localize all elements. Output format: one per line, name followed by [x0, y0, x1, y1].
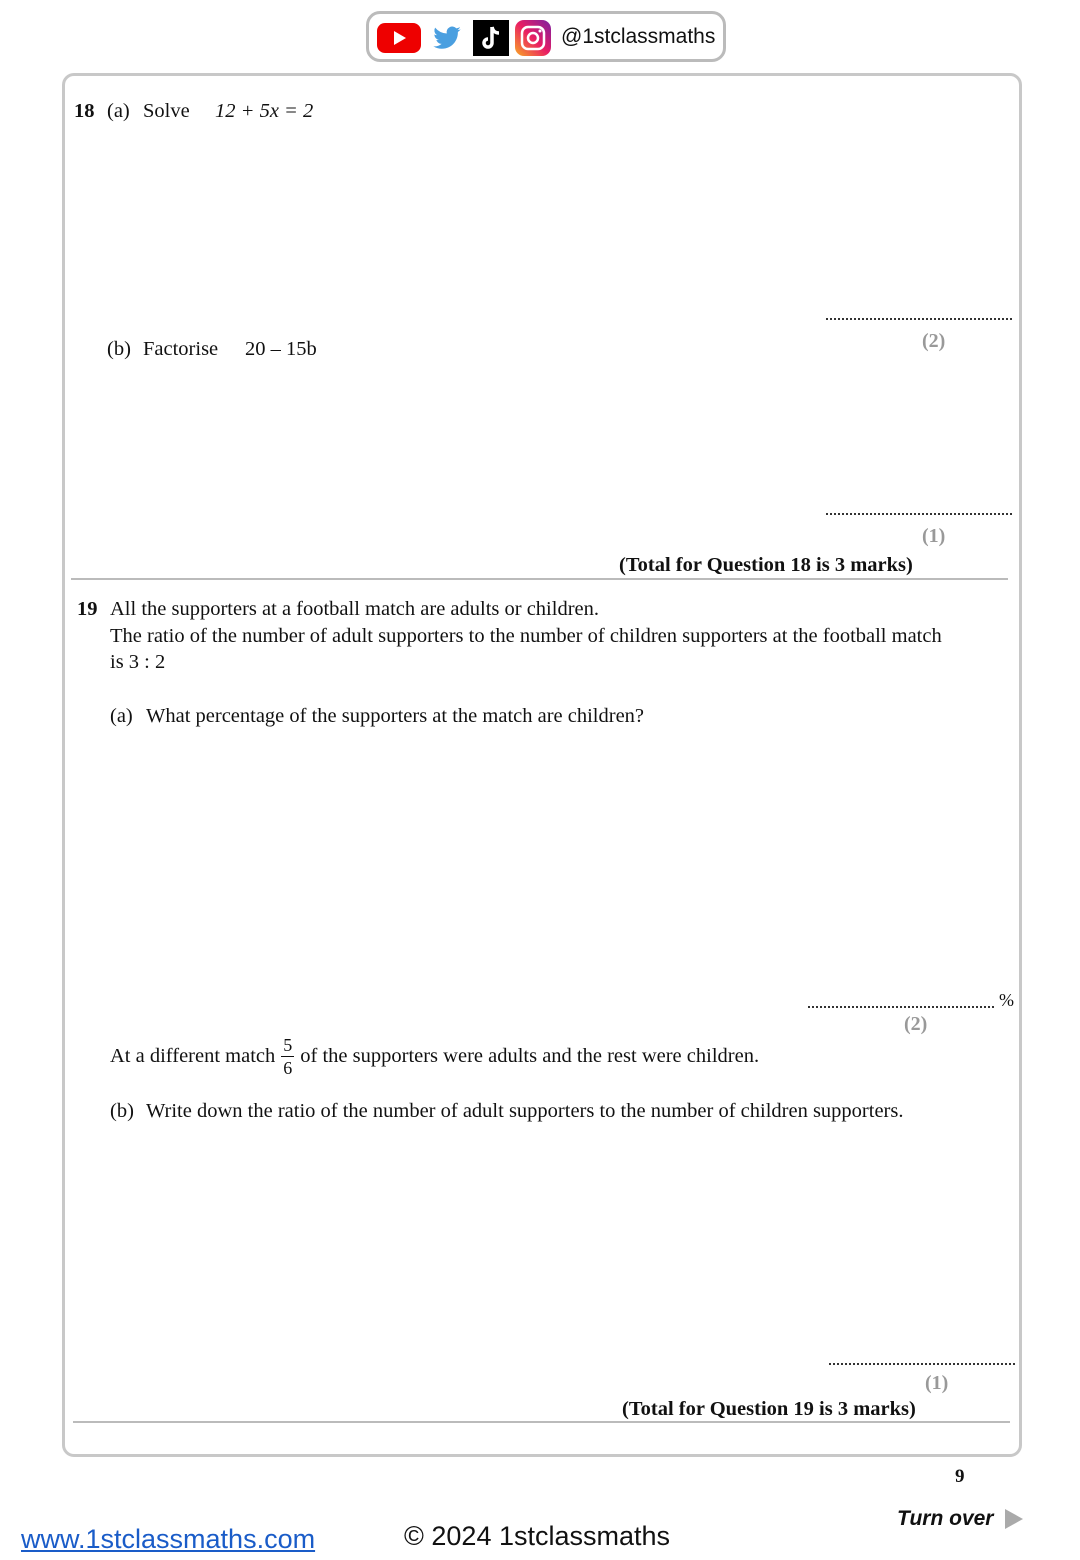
- fraction-numerator: 5: [283, 1035, 293, 1055]
- divider: [71, 578, 1008, 580]
- marks: (2): [904, 1013, 928, 1035]
- page-number: 9: [955, 1466, 965, 1487]
- question-text: is 3 : 2: [110, 651, 166, 673]
- question-total: (Total for Question 18 is 3 marks): [619, 554, 913, 576]
- unit: %: [999, 990, 1014, 1010]
- question-text: All the supporters at a football match are adults or children.: [110, 598, 599, 620]
- part-instruction: Factorise: [143, 338, 219, 360]
- twitter-icon: [429, 23, 465, 53]
- question-text: The ratio of the number of adult supporters to the number of children supporters at the football match: [110, 625, 942, 647]
- question-number: 18: [74, 100, 95, 122]
- fraction-denominator: 6: [283, 1058, 293, 1078]
- context-text: [110, 1034, 759, 1079]
- divider: [73, 1421, 1010, 1423]
- answer-line[interactable]: [826, 318, 1012, 320]
- context-prefix: At a different match: [110, 1045, 276, 1067]
- part-label: (b): [107, 338, 131, 360]
- question-frame: [62, 73, 1022, 1457]
- marks: (2): [922, 330, 946, 352]
- part-instruction: What percentage of the supporters at the match are children?: [146, 705, 645, 727]
- question-number: 19: [77, 598, 98, 620]
- part-label: (a): [107, 100, 130, 122]
- part-label: (b): [110, 1100, 134, 1122]
- instagram-icon: [515, 20, 551, 56]
- fraction: [281, 1034, 294, 1079]
- part-label: (a): [110, 705, 133, 727]
- marks: (1): [922, 525, 946, 547]
- social-banner: [366, 11, 726, 62]
- part-instruction: Solve: [143, 100, 190, 122]
- tiktok-icon: [473, 20, 509, 56]
- turn-over-text: Turn over: [897, 1507, 994, 1530]
- answer-line[interactable]: [829, 1363, 1015, 1365]
- youtube-icon: [377, 23, 421, 53]
- marks: (1): [925, 1372, 949, 1394]
- equation: 12 + 5x = 2: [215, 100, 314, 122]
- play-arrow-icon: [1005, 1509, 1023, 1529]
- website-link[interactable]: www.1stclassmaths.com: [21, 1524, 316, 1554]
- question-total: (Total for Question 19 is 3 marks): [622, 1398, 916, 1420]
- part-instruction: Write down the ratio of the number of adult supporters to the number of children supporters.: [146, 1100, 904, 1122]
- social-handle: @1stclassmaths: [561, 25, 716, 48]
- context-suffix: of the supporters were adults and the rest were children.: [300, 1045, 760, 1067]
- answer-line[interactable]: [826, 513, 1012, 515]
- copyright: © 2024 1stclassmaths: [404, 1521, 671, 1551]
- answer-line[interactable]: [808, 1006, 994, 1008]
- expression: 20 – 15b: [245, 338, 317, 360]
